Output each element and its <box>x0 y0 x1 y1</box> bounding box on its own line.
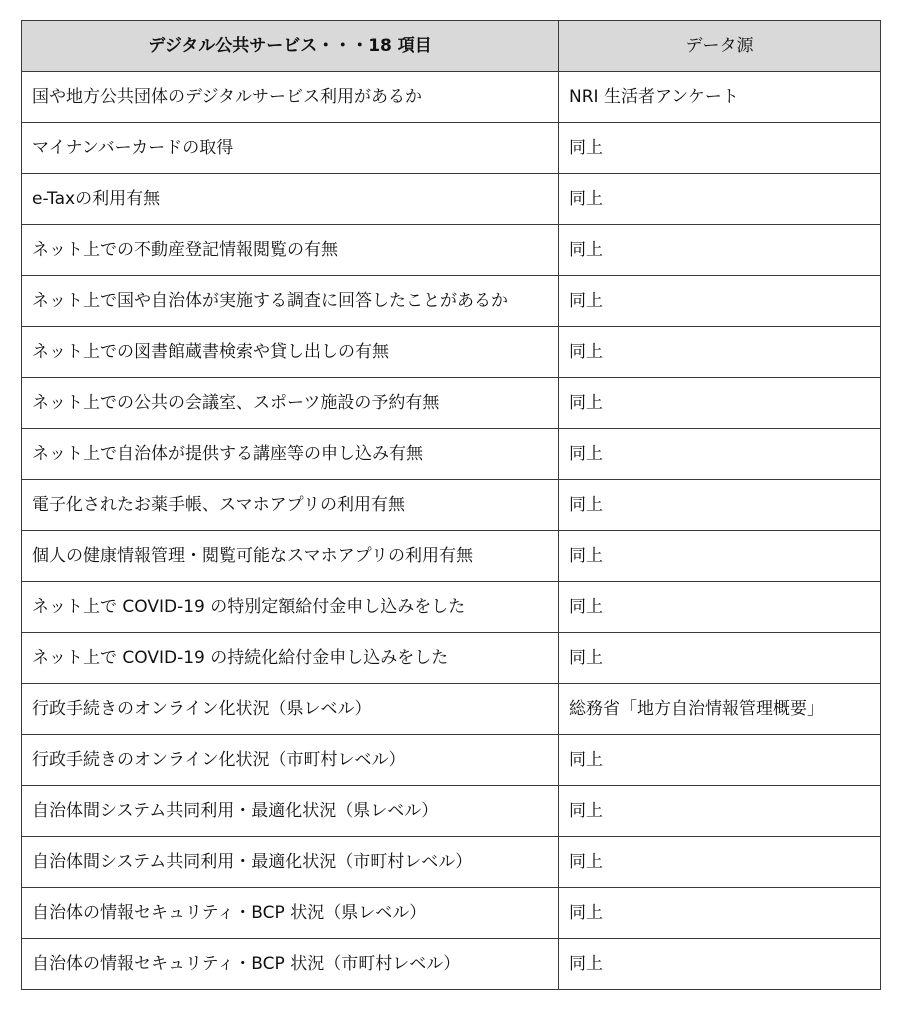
service-item-cell: 電子化されたお薬手帳、スマホアプリの利用有無 <box>22 480 559 531</box>
service-item-cell: e-Taxの利用有無 <box>22 174 559 225</box>
table-body <box>22 72 881 990</box>
data-source-cell: 同上 <box>559 735 881 786</box>
table-row <box>22 174 881 225</box>
table-row <box>22 123 881 174</box>
service-item-cell: 自治体の情報セキュリティ・BCP 状況（市町村レベル） <box>22 939 559 990</box>
service-item-cell: 国や地方公共団体のデジタルサービス利用があるか <box>22 72 559 123</box>
service-item-cell: ネット上で COVID-19 の持続化給付金申し込みをした <box>22 633 559 684</box>
service-item-cell: ネット上で国や自治体が実施する調査に回答したことがあるか <box>22 276 559 327</box>
service-item-cell: ネット上での不動産登記情報閲覧の有無 <box>22 225 559 276</box>
table-row <box>22 837 881 888</box>
table-row <box>22 939 881 990</box>
data-source-cell: 同上 <box>559 786 881 837</box>
table-row <box>22 531 881 582</box>
data-source-cell: 同上 <box>559 276 881 327</box>
data-source-cell: 同上 <box>559 939 881 990</box>
table-row <box>22 786 881 837</box>
service-item-cell: マイナンバーカードの取得 <box>22 123 559 174</box>
data-source-cell: 同上 <box>559 633 881 684</box>
table-row <box>22 582 881 633</box>
data-source-cell: 同上 <box>559 327 881 378</box>
data-source-cell: 同上 <box>559 429 881 480</box>
table-row <box>22 684 881 735</box>
data-source-cell: 同上 <box>559 123 881 174</box>
service-item-cell: 自治体間システム共同利用・最適化状況（市町村レベル） <box>22 837 559 888</box>
service-item-cell: 行政手続きのオンライン化状況（県レベル） <box>22 684 559 735</box>
digital-public-services-table <box>21 20 881 990</box>
header-data-source: データ源 <box>559 21 881 72</box>
header-service-items: デジタル公共サービス・・・18 項目 <box>22 21 559 72</box>
data-source-cell: 同上 <box>559 225 881 276</box>
service-item-cell: ネット上で COVID-19 の特別定額給付金申し込みをした <box>22 582 559 633</box>
table-row <box>22 888 881 939</box>
table-row <box>22 429 881 480</box>
data-source-cell: 同上 <box>559 480 881 531</box>
header-row <box>22 21 881 72</box>
table-row <box>22 72 881 123</box>
table-row <box>22 735 881 786</box>
data-source-cell: 総務省「地方自治情報管理概要」 <box>559 684 881 735</box>
service-item-cell: ネット上での公共の会議室、スポーツ施設の予約有無 <box>22 378 559 429</box>
table-header <box>22 21 881 72</box>
data-source-cell: 同上 <box>559 582 881 633</box>
data-source-cell: 同上 <box>559 837 881 888</box>
table-row <box>22 633 881 684</box>
service-item-cell: ネット上で自治体が提供する講座等の申し込み有無 <box>22 429 559 480</box>
data-source-cell: 同上 <box>559 174 881 225</box>
data-source-cell: NRI 生活者アンケート <box>559 72 881 123</box>
service-item-cell: ネット上での図書館蔵書検索や貸し出しの有無 <box>22 327 559 378</box>
service-item-cell: 行政手続きのオンライン化状況（市町村レベル） <box>22 735 559 786</box>
data-source-cell: 同上 <box>559 888 881 939</box>
table-row <box>22 378 881 429</box>
table-row <box>22 480 881 531</box>
service-item-cell: 自治体間システム共同利用・最適化状況（県レベル） <box>22 786 559 837</box>
service-item-cell: 自治体の情報セキュリティ・BCP 状況（県レベル） <box>22 888 559 939</box>
service-item-cell: 個人の健康情報管理・閲覧可能なスマホアプリの利用有無 <box>22 531 559 582</box>
table-row <box>22 225 881 276</box>
data-source-cell: 同上 <box>559 531 881 582</box>
data-source-cell: 同上 <box>559 378 881 429</box>
table-row <box>22 276 881 327</box>
table-row <box>22 327 881 378</box>
